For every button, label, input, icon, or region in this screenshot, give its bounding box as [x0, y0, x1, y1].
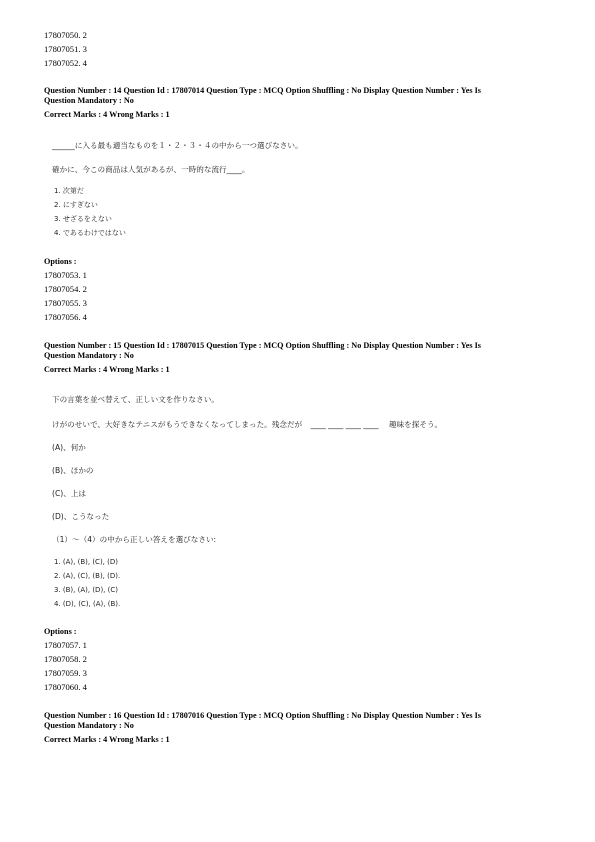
question-15-blanks: ____ ____ ____ ____	[310, 420, 379, 429]
option-line: 17807060. 4	[44, 682, 87, 692]
question-14-choice: 1. 次第だ	[54, 187, 84, 195]
question-15-header: Question Number : 15 Question Id : 17807015 Question Type : MCQ Option Shuffling : No Display Question Number : Yes Is	[44, 341, 481, 350]
option-line: 17807052. 4	[44, 58, 87, 68]
question-15-item: (D)、こうなった	[52, 512, 110, 521]
question-16-header: Question Number : 16 Question Id : 17807016 Question Type : MCQ Option Shuffling : No Display Question Number : Yes Is	[44, 711, 481, 720]
question-14-instruction: ______に入る最も適当なものを１・２・３・４の中から一つ選びなさい。	[52, 141, 303, 150]
option-line: 17807051. 3	[44, 44, 87, 54]
question-15-instruction: 下の言葉を並べ替えて、正しい文を作りなさい。	[52, 395, 219, 404]
question-15-options-label: Options :	[44, 627, 77, 636]
question-15-item: (B)、ほかの	[52, 466, 94, 475]
question-14-header: Question Number : 14 Question Id : 17807014 Question Type : MCQ Option Shuffling : No Display Question Number : Yes Is	[44, 86, 481, 95]
question-15-choice: 4. (D), (C), (A), (B).	[54, 600, 121, 608]
question-15-sentence-main: けがのせいで、大好きなテニスがもうできなくなってしまった。残念だが	[52, 420, 303, 429]
option-line: 17807056. 4	[44, 312, 87, 322]
question-14-options-label: Options :	[44, 257, 77, 266]
question-15-subinstruction: （1）～（4）の中から正しい答えを選びなさい:	[52, 535, 217, 544]
option-line: 17807050. 2	[44, 30, 87, 40]
question-16-marks: Correct Marks : 4 Wrong Marks : 1	[44, 735, 170, 744]
question-15-sentence-end: 趣味を探そう。	[388, 420, 443, 429]
question-14-marks: Correct Marks : 4 Wrong Marks : 1	[44, 110, 170, 119]
question-15-choice: 3. (B), (A), (D), (C)	[54, 586, 118, 594]
option-line: 17807055. 3	[44, 298, 87, 308]
question-15-choice: 2. (A), (C), (B), (D).	[54, 572, 121, 580]
question-15-sentence	[52, 420, 442, 430]
question-15-marks: Correct Marks : 4 Wrong Marks : 1	[44, 365, 170, 374]
option-line: 17807059. 3	[44, 668, 87, 678]
option-line: 17807054. 2	[44, 284, 87, 294]
question-15-item: (C)、上は	[52, 489, 87, 498]
question-15-item: (A)、何か	[52, 443, 86, 452]
question-14-choice: 2. にすぎない	[54, 201, 98, 209]
question-16-header-mandatory: Question Mandatory : No	[44, 721, 134, 730]
question-15-choice: 1. (A), (B), (C), (D)	[54, 558, 118, 566]
question-14-choice: 4. であるわけではない	[54, 229, 126, 237]
question-14-sentence: 確かに、今この商品は人気があるが、一時的な流行____。	[52, 165, 250, 174]
option-line: 17807053. 1	[44, 270, 87, 280]
option-line: 17807057. 1	[44, 640, 87, 650]
question-14-choice: 3. せざるをえない	[54, 215, 112, 223]
option-line: 17807058. 2	[44, 654, 87, 664]
question-14-header-mandatory: Question Mandatory : No	[44, 96, 134, 105]
question-15-header-mandatory: Question Mandatory : No	[44, 351, 134, 360]
